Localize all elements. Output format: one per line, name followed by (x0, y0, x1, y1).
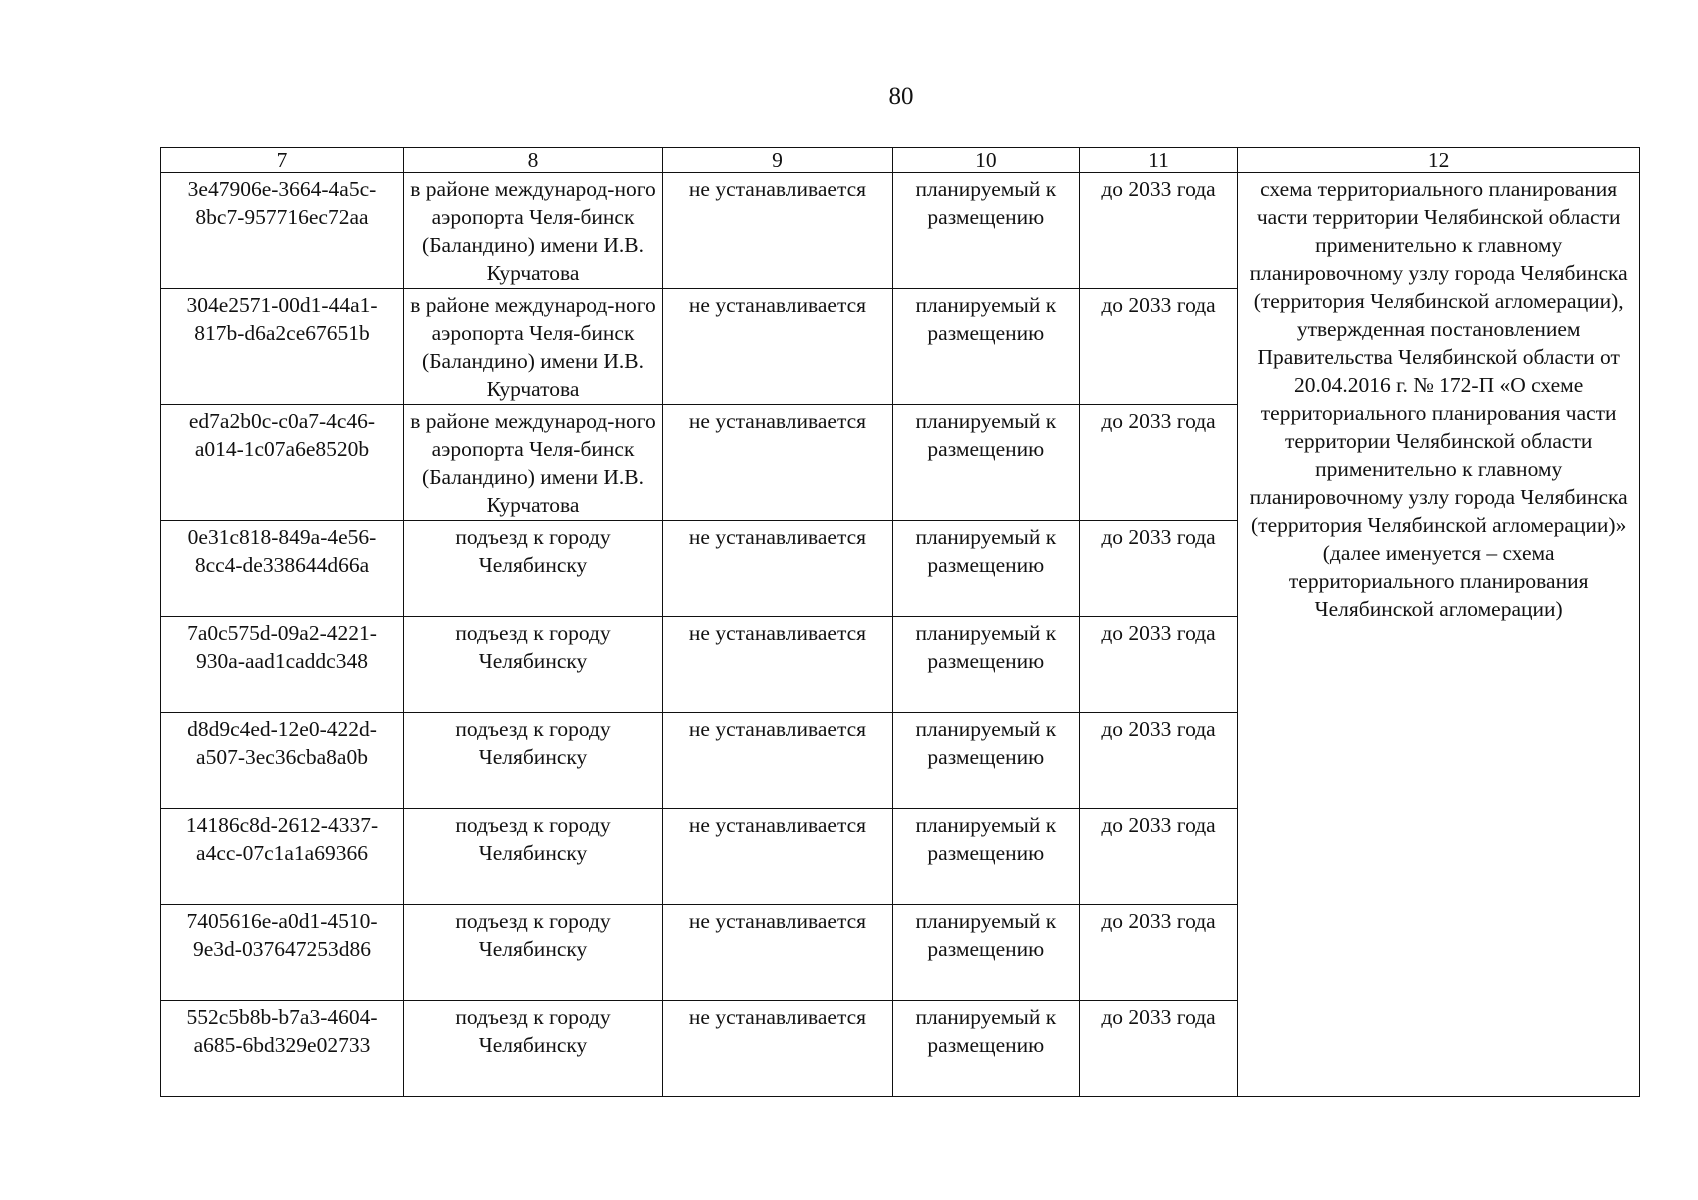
location-cell: подъезд к городу Челябинску (403, 521, 662, 617)
value-cell: не устанавливается (663, 173, 893, 289)
location-cell: подъезд к городу Челябинску (403, 617, 662, 713)
term-cell: до 2033 года (1079, 173, 1238, 289)
location-cell: подъезд к городу Челябинску (403, 1001, 662, 1097)
object-id-cell: ed7a2b0c-c0a7-4c46-a014-1c07a6e8520b (161, 405, 404, 521)
value-cell: не устанавливается (663, 521, 893, 617)
status-cell: планируемый к размещению (892, 809, 1079, 905)
column-header-10: 10 (892, 148, 1079, 173)
term-cell: до 2033 года (1079, 289, 1238, 405)
location-cell: в районе международ-ного аэропорта Челя-бинск (Баландино) имени И.В. Курчатова (403, 173, 662, 289)
column-header-12: 12 (1238, 148, 1640, 173)
status-cell: планируемый к размещению (892, 289, 1079, 405)
table-row (161, 173, 1640, 289)
term-cell: до 2033 года (1079, 809, 1238, 905)
location-cell: в районе международ-ного аэропорта Челя-бинск (Баландино) имени И.В. Курчатова (403, 289, 662, 405)
column-header-9: 9 (663, 148, 893, 173)
value-cell: не устанавливается (663, 713, 893, 809)
status-cell: планируемый к размещению (892, 405, 1079, 521)
value-cell: не устанавливается (663, 1001, 893, 1097)
table-header-row (161, 148, 1640, 173)
status-cell: планируемый к размещению (892, 521, 1079, 617)
location-cell: подъезд к городу Челябинску (403, 713, 662, 809)
column-header-11: 11 (1079, 148, 1238, 173)
location-cell: подъезд к городу Челябинску (403, 905, 662, 1001)
object-id-cell: 7405616e-a0d1-4510-9e3d-037647253d86 (161, 905, 404, 1001)
status-cell: планируемый к размещению (892, 173, 1079, 289)
status-cell: планируемый к размещению (892, 617, 1079, 713)
term-cell: до 2033 года (1079, 905, 1238, 1001)
object-id-cell: 3e47906e-3664-4a5c-8bc7-957716ec72aa (161, 173, 404, 289)
object-id-cell: 7a0c575d-09a2-4221-930a-aad1caddc348 (161, 617, 404, 713)
value-cell: не устанавливается (663, 905, 893, 1001)
status-cell: планируемый к размещению (892, 713, 1079, 809)
object-id-cell: 14186c8d-2612-4337-a4cc-07c1a1a69366 (161, 809, 404, 905)
object-id-cell: 0e31c818-849a-4e56-8cc4-de338644d66a (161, 521, 404, 617)
value-cell: не устанавливается (663, 617, 893, 713)
status-cell: планируемый к размещению (892, 1001, 1079, 1097)
objects-table (160, 147, 1640, 1097)
document-reference-cell: схема территориального планирования части территории Челябинской области применительно к главному планировочному узлу города Челябинска (территория Челябинской агломерации), утвержденная постановлением Правительства Челябинской области от 20.04.2016 г. № 172-П «О схеме территориального планирования части территории Челябинской области применительно к главному планировочному узлу города Челябинска (территория Челябинской агломерации)» (далее именуется – схема территориального планирования Челябинской агломерации) (1238, 173, 1640, 1097)
status-cell: планируемый к размещению (892, 905, 1079, 1001)
term-cell: до 2033 года (1079, 713, 1238, 809)
location-cell: подъезд к городу Челябинску (403, 809, 662, 905)
term-cell: до 2033 года (1079, 1001, 1238, 1097)
value-cell: не устанавливается (663, 809, 893, 905)
term-cell: до 2033 года (1079, 617, 1238, 713)
object-id-cell: 552c5b8b-b7a3-4604-a685-6bd329e02733 (161, 1001, 404, 1097)
term-cell: до 2033 года (1079, 405, 1238, 521)
column-header-8: 8 (403, 148, 662, 173)
object-id-cell: 304e2571-00d1-44a1-817b-d6a2ce67651b (161, 289, 404, 405)
column-header-7: 7 (161, 148, 404, 173)
location-cell: в районе международ-ного аэропорта Челя-бинск (Баландино) имени И.В. Курчатова (403, 405, 662, 521)
value-cell: не устанавливается (663, 405, 893, 521)
term-cell: до 2033 года (1079, 521, 1238, 617)
object-id-cell: d8d9c4ed-12e0-422d-a507-3ec36cba8a0b (161, 713, 404, 809)
value-cell: не устанавливается (663, 289, 893, 405)
page-number: 80 (888, 83, 914, 110)
